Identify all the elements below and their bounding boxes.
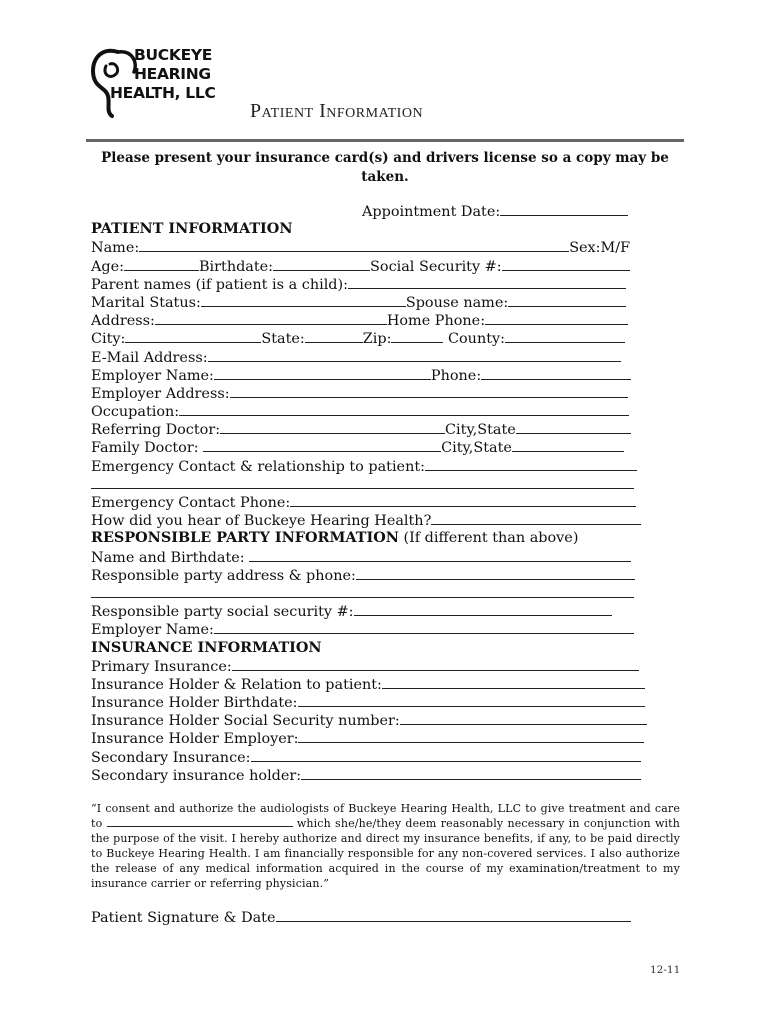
logo	[88, 44, 218, 120]
zip-label: Zip:	[362, 331, 392, 348]
employer-name-field[interactable]	[214, 366, 431, 380]
family-doctor-label: Family Doctor:	[91, 440, 204, 457]
rp-ssn-row	[91, 602, 691, 620]
county-field[interactable]	[505, 329, 625, 343]
consent-text-2: which she/he/they deem reasonably necessary in conjunction with the purpose of the visit. I hereby authorize and direct my insurance benefits, if any, to be paid directly to Buckeye Hearing Health. I am financially responsible for any non-covered services. I also authorize the release of any medical information acquired in the course of my examination/treatment to my insurance carrier or referring physician.”	[91, 817, 680, 891]
consent-paragraph	[91, 801, 680, 892]
email-field[interactable]	[208, 348, 621, 362]
phone-label: Phone:	[430, 367, 482, 384]
city-field[interactable]	[125, 329, 261, 343]
sex-label: Sex:M/F	[569, 240, 631, 257]
primary-insurance-label: Primary Insurance:	[91, 658, 232, 675]
appointment-label: Appointment Date:	[362, 204, 501, 220]
age-row	[91, 257, 691, 275]
birthdate-label: Birthdate:	[198, 258, 274, 275]
phone-field[interactable]	[481, 366, 631, 380]
name-field[interactable]	[139, 238, 569, 252]
ssn-label: Social Security #:	[370, 258, 502, 275]
emergency-contact-label: Emergency Contact & relationship to patient:	[91, 458, 425, 475]
family-doctor-field[interactable]	[203, 438, 441, 452]
rp-address-extra-row	[91, 584, 691, 602]
state-label: State:	[261, 331, 305, 348]
address-field[interactable]	[155, 311, 387, 325]
rp-ssn-field[interactable]	[354, 602, 612, 616]
hear-about-row	[91, 511, 691, 529]
hear-about-label: How did you hear of Buckeye Hearing Health?	[91, 513, 432, 530]
rp-address-label: Responsible party address & phone:	[91, 567, 356, 584]
holder-employer-field[interactable]	[298, 729, 644, 743]
email-row	[91, 348, 691, 366]
signature-label: Patient Signature & Date	[91, 910, 276, 926]
parent-names-label: Parent names (if patient is a child):	[91, 276, 348, 293]
insurance-section-header: INSURANCE INFORMATION	[91, 638, 322, 656]
zip-field[interactable]	[391, 329, 443, 343]
emergency-phone-label: Emergency Contact Phone:	[91, 495, 291, 511]
rp-address-extra-field[interactable]	[91, 584, 634, 598]
rp-employer-label: Employer Name:	[91, 622, 214, 639]
signature-field[interactable]	[276, 908, 631, 922]
secondary-insurance-row	[91, 748, 691, 766]
appointment-field[interactable]	[500, 202, 628, 216]
secondary-insurance-field[interactable]	[251, 748, 641, 762]
emergency-contact-row	[91, 457, 691, 475]
parent-names-row	[91, 275, 691, 293]
name-row	[91, 238, 691, 256]
secondary-holder-label: Secondary insurance holder:	[91, 767, 302, 784]
address-label: Address:	[91, 313, 155, 330]
signature-row	[91, 908, 631, 926]
rp-name-field[interactable]	[249, 548, 631, 562]
holder-birthdate-field[interactable]	[298, 693, 645, 707]
county-label: County:	[448, 331, 505, 348]
consent-text-1: “I consent and authorize the audiologists of Buckeye Hearing Health, LLC to give treatment and care to	[91, 802, 680, 831]
city-label: City:	[91, 331, 126, 348]
city-state-label-2: City,State	[441, 440, 512, 457]
holder-ssn-row	[91, 711, 691, 729]
employer-address-row	[91, 384, 691, 402]
rp-employer-row	[91, 620, 691, 638]
primary-insurance-row	[91, 657, 691, 675]
occupation-row	[91, 402, 691, 420]
holder-birthdate-label: Insurance Holder Birthdate:	[91, 695, 298, 712]
city-state-field-2[interactable]	[512, 438, 624, 452]
rp-address-row	[91, 566, 691, 584]
holder-ssn-field[interactable]	[400, 711, 647, 725]
city-state-field-1[interactable]	[516, 420, 631, 434]
logo-line-2: HEARING	[134, 65, 211, 83]
appointment-row	[91, 202, 691, 220]
logo-line-1: BUCKEYE	[134, 46, 213, 64]
emergency-contact-extra-row	[91, 475, 691, 493]
age-field[interactable]	[124, 257, 199, 271]
holder-relation-label: Insurance Holder & Relation to patient:	[91, 676, 382, 693]
hear-about-field[interactable]	[431, 511, 641, 525]
home-phone-field[interactable]	[485, 311, 628, 325]
holder-relation-row	[91, 675, 691, 693]
spouse-label: Spouse name:	[405, 294, 509, 311]
emergency-phone-field[interactable]	[290, 493, 636, 507]
birthdate-field[interactable]	[273, 257, 370, 271]
emergency-contact-extra-field[interactable]	[91, 475, 634, 489]
secondary-holder-row	[91, 766, 691, 784]
title-divider	[86, 139, 684, 142]
emergency-contact-field[interactable]	[425, 457, 637, 471]
logo-text	[110, 46, 216, 103]
responsible-section-header	[91, 529, 691, 547]
name-label: Name:	[91, 240, 140, 257]
primary-insurance-field[interactable]	[232, 657, 639, 671]
responsible-header-note: (If different than above)	[398, 530, 579, 547]
rp-ssn-label: Responsible party social security #:	[91, 604, 354, 621]
marital-field[interactable]	[201, 293, 406, 307]
employer-row	[91, 366, 691, 384]
secondary-insurance-label: Secondary Insurance:	[91, 749, 251, 766]
family-doctor-row	[91, 438, 691, 456]
occupation-label: Occupation:	[91, 404, 180, 421]
email-label: E-Mail Address:	[91, 349, 208, 366]
patient-form	[91, 202, 691, 784]
address-row	[91, 311, 691, 329]
state-field[interactable]	[305, 329, 363, 343]
employer-address-field[interactable]	[230, 384, 628, 398]
patient-section-header: PATIENT INFORMATION	[91, 220, 293, 238]
occupation-field[interactable]	[179, 402, 629, 416]
referring-doctor-row	[91, 420, 691, 438]
home-phone-label: Home Phone:	[386, 313, 486, 330]
city-state-label-1: City,State	[445, 422, 516, 439]
page-title: Patient Information	[250, 100, 424, 122]
holder-birthdate-row	[91, 693, 691, 711]
employer-name-label: Employer Name:	[91, 367, 214, 384]
referring-doctor-label: Referring Doctor:	[91, 422, 221, 439]
ssn-field[interactable]	[502, 257, 630, 271]
parent-names-field[interactable]	[348, 275, 626, 289]
referring-doctor-field[interactable]	[220, 420, 445, 434]
rp-address-field[interactable]	[356, 566, 635, 580]
form-version-code: 12-11	[650, 964, 681, 976]
rp-name-row	[91, 548, 691, 566]
age-label: Age:	[91, 258, 124, 275]
emergency-phone-row	[91, 493, 691, 511]
marital-row	[91, 293, 691, 311]
secondary-holder-field[interactable]	[301, 766, 641, 780]
rp-employer-field[interactable]	[214, 620, 634, 634]
holder-employer-row	[91, 729, 691, 747]
holder-relation-field[interactable]	[382, 675, 645, 689]
spouse-field[interactable]	[508, 293, 626, 307]
city-row	[91, 329, 691, 347]
holder-ssn-label: Insurance Holder Social Security number:	[91, 713, 400, 730]
rp-name-label: Name and Birthdate:	[91, 549, 250, 566]
consent-name-field[interactable]	[107, 816, 293, 827]
responsible-header-label: RESPONSIBLE PARTY INFORMATION	[91, 529, 399, 547]
notice-text: Please present your insurance card(s) and drivers license so a copy may be taken.	[101, 150, 669, 185]
marital-label: Marital Status:	[91, 294, 201, 311]
logo-line-3: HEALTH, LLC	[110, 84, 216, 102]
holder-employer-label: Insurance Holder Employer:	[91, 731, 299, 748]
employer-address-label: Employer Address:	[91, 385, 230, 402]
